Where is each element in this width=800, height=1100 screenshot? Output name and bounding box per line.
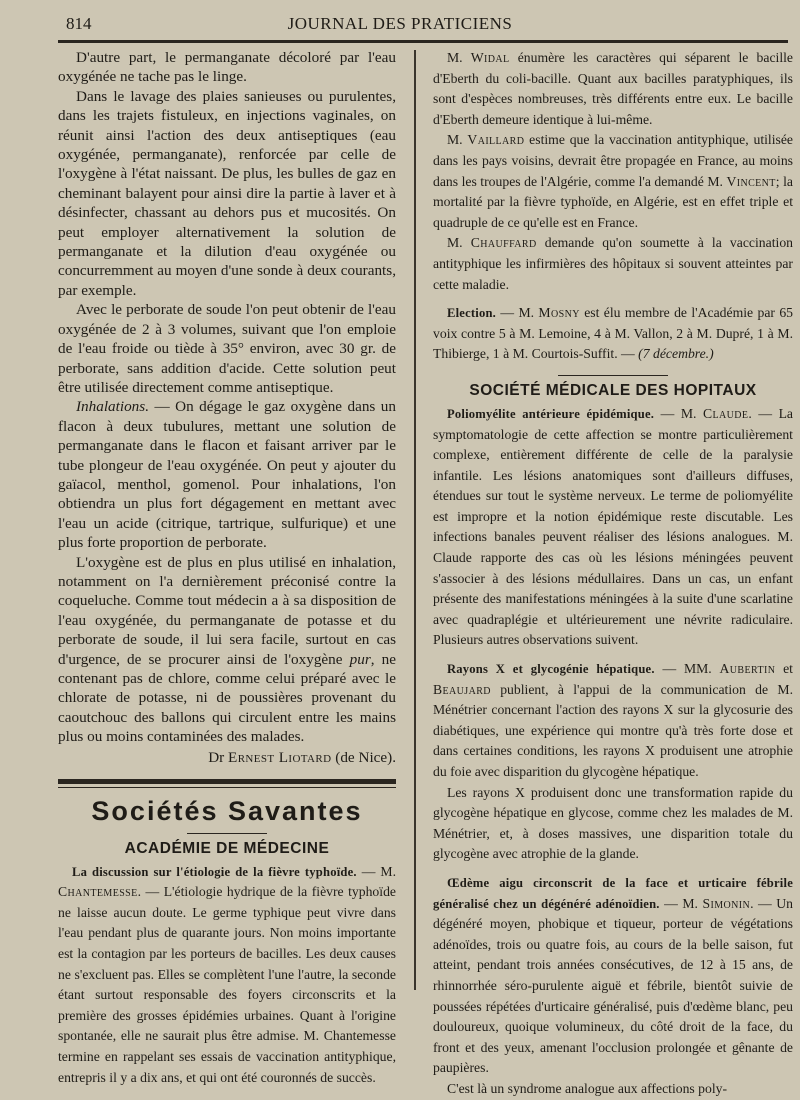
societe-heading: SOCIÉTÉ MÉDICALE DES HOPITAUX <box>469 381 757 399</box>
article-poliomyelite <box>433 404 793 651</box>
signature-prefix: Dr <box>208 748 229 766</box>
article-vaillard <box>433 130 793 233</box>
section-title: Sociétés Savantes <box>91 795 363 826</box>
chauffard-name: Chauffard <box>470 235 537 251</box>
column-divider <box>414 50 416 990</box>
chauffard-prefix: M. <box>447 235 471 251</box>
article-widal <box>433 48 793 130</box>
article-chauffard <box>433 233 793 295</box>
widal-name: Widal <box>470 50 510 65</box>
section-rule-thick <box>58 779 396 784</box>
left-column <box>58 48 396 1088</box>
chauffard-text: demande qu'on soumette à la vaccination antityphique les infirmières des hôpitaux si souvent atteintes par cette maladie. <box>433 235 794 292</box>
polio-text-b: . — La symptomatologie de cette affection se montre particulièrement complexe, entièrement différente de celle de la paralysie infantile. Les lésions anatomiques sont d'ailleurs diffuses, étendues sur tout le système nerveux. Le terme de poliomyélite est impropre et la notion épidémique reste discutable. Les infections banales peuvent réaliser des lésions analogues. M. Claude rapporte des cas où les lésions méningées peuvent s'associer à des lésions médullaires. Dans un cas, un enfant présente des manifestations méningées à la suite d'une scarlatine avec quadraplégie et ultérieurement une névrite radiculaire. Plusieurs autres observations suivent. <box>433 405 794 648</box>
header-rule <box>58 40 788 43</box>
oxygene-text-a: L'oxygène est de plus en plus utilisé en inhalation, notamment on l'a dernièrement préconisé contre la coqueluche. Comme tout médecin a à sa disposition de l'eau oxygénée, du permanganate de potasse et du perborate de soude, il lui sera facile, surtout en cas d'urgence, de se procurer ainsi de l'oxygène <box>58 553 396 668</box>
section-divider <box>558 375 668 376</box>
signature-suffix: (de Nice). <box>331 748 396 766</box>
section-rule-thin <box>58 787 396 788</box>
mosny-name: Mosny <box>538 305 580 321</box>
typhoide-title: La discussion sur l'étiologie de la fièvre typhoïde. <box>72 864 357 879</box>
polio-title: Poliomyélite antérieure épidémique. <box>447 406 655 421</box>
rayons-text-c: publient, à l'appui de la communication de M. Ménétrier concernant l'action des rayons X sur la glycosurie des diabétiques, une expérience qui montre qu'à très forte dose et dans certaines conditions, les rayons X produisent une atrophie du foie avec disparition du glycogène hépatique. <box>433 681 793 779</box>
oxygene-pur: pur <box>349 650 371 668</box>
academie-heading: ACADÉMIE DE MÉDECINE <box>124 839 330 857</box>
vaillard-name: Vaillard <box>467 132 525 148</box>
vaillard-text-a: estime que la vaccination antityphique, utilisée dans les pays voisins, devrait être propagée en France, au moins dans les troupes de l'Algérie, comme l'a demandé M. <box>433 132 794 189</box>
paragraph-permanganate: D'autre part, le permanganate décoloré par l'eau oxygénée ne tache pas le linge. <box>58 49 396 86</box>
claude-name: Claude <box>702 405 749 421</box>
aubertin-name: Aubertin <box>719 661 776 677</box>
paragraph-lavage: Dans le lavage des plaies sanieuses ou purulentes, dans les trajets fistuleux, en injections vaginales, on réunit ainsi l'action des deux antiseptiques (eau oxygénée, permanganate), renforcée par celle de l'oxygène à l'état naissant. De plus, les bulles de gaz en cheminant balayent pour ainsi dire la partie à laver et à désinfecter, chassant au dehors pus et mucosités. On peut employer alternativement la solution de permanganate et la dilution d'eau oxygénée ou concurremment au moyen d'une sonde à deux courants, par exemple. <box>58 87 396 299</box>
vaillard-prefix: M. <box>447 132 468 148</box>
article-oedeme <box>433 873 793 1079</box>
simonin-name: Simonin <box>702 895 751 911</box>
signature-name: Ernest Liotard <box>228 748 332 766</box>
oedeme-text-a: — M. <box>659 895 703 911</box>
election-title: Election. <box>447 306 497 321</box>
rayons-text-b: et <box>775 661 793 677</box>
paragraph-perborate: Avec le perborate de soude l'on peut obtenir de l'eau oxygénée de 2 à 3 volumes, suivant que l'on emploie de l'eau froide ou tiède à 35° environ, avec 30 gr. de perborate, sans addition d'acide. Cette solution peut être utilisée directement comme antiseptique. <box>58 301 396 396</box>
beaujard-name: Beaujard <box>433 681 491 697</box>
typhoide-text: . — L'étiologie hydrique de la fièvre typhoïde ne laisse aucun doute. Le germe typhique peut vivre dans l'eau pendant plus de quarante jours. Non moins importante est la contagion par les porteurs de bacilles. Les deux causes ne s'excluent pas. Elles se complètent l'une l'autre, la seconde étant surtout responsable des foyers circonscrits et la première des grosses épidémies urbaines. Quant à l'origine spontanée, elle ne saurait plus être admise. M. Chantemesse termine en rappelant ses essais de vaccination antityphique, entrepris il y a dix ans, et qui ont été couronnés de succès. <box>58 884 396 1085</box>
section-short-rule <box>187 833 267 834</box>
page-number: 814 <box>66 14 92 33</box>
widal-text: énumère les caractères qui séparent le bacille d'Eberth du coli-bacille. Quant aux bacilles paratyphiques, ils sont d'espèces nombreuses, très différents entre eux. Le bacille d'Eberth demeure identique à lui-même. <box>433 50 793 127</box>
vincent-name: Vincent <box>726 173 776 189</box>
vaillard-text-b: ; la mortalité par la fièvre typhoïde, en Algérie, est en effet triple et quadruple de ce qu'elle est en France. <box>433 173 793 230</box>
inhalations-text: — On dégage le gaz oxygène dans un flacon à deux tubulures, mettant une solution de permanganate dans le flacon et faisant arriver par le tube plongeur de l'eau oxygénée. On peut y ajouter du gaïacol, menthol, gomenol. Pour inhalations, l'on obtiendra un plus fort dégagement en mettant avec l'eau un acide (citrique, tartrique, sulfurique) et une plus forte proportion de perborate. <box>58 398 396 552</box>
paragraph-last-line: C'est là un syndrome analogue aux affections poly- <box>447 1080 728 1096</box>
polio-text-a: — M. <box>654 405 703 421</box>
paragraph-rayons-2: Les rayons X produisent donc une transformation rapide du glycogène hépatique en glycose, comme chez les malades de M. Ménétrier, et, à doses massives, une disparition totale du glycogène avec atrophie de la glande. <box>433 784 793 862</box>
oedeme-title: Œdème aigu circonscrit de la face et urticaire fébrile généralisé chez un dégénéré adénoïdien. <box>433 875 793 911</box>
article-typhoide <box>58 862 396 1089</box>
oxygene-text-b: , ne contenant pas de chlore, comme celui préparé avec le chlorate de potasse, ni de poussières provenant du caoutchouc des ballons qui circulent entre les mains plus ou moins contaminées des malades. <box>58 650 396 746</box>
widal-prefix: M. <box>447 50 471 65</box>
author-signature <box>58 747 396 769</box>
inhalations-label: Inhalations. <box>76 398 149 416</box>
oedeme-text-b: . — Un dégénéré moyen, phobique et tiqueur, porteur de végétations adénoïdes, trois ou quatre fois, au cours de la belle saison, fut atteint, pendant trois années consécutives, de 12 à 15 ans, de rhinnorrhée séro-purulente aiguë et fébrile, bientôt suivie de poussées répétées d'urticaire généralisé, puis d'œdème blanc, peu douloureux, quoique volumineux, du côté droit de la face, du front et des yeux, amenant l'occlusion prolongée et gênante de paupières. <box>433 895 793 1076</box>
election-text-a: — M. <box>496 305 539 321</box>
journal-title: JOURNAL DES PRATICIENS <box>287 14 513 33</box>
election-date: (7 décembre.) <box>638 346 714 362</box>
article-election <box>433 303 793 365</box>
typhoide-dash: — M. <box>356 863 397 879</box>
rayons-text-a: — MM. <box>654 661 720 677</box>
typhoide-speaker: Chantemesse <box>58 884 138 900</box>
rayons-title: Rayons X et glycogénie hépatique. <box>447 662 655 677</box>
paragraph-oxygene <box>58 553 396 747</box>
election-text-b: est élu membre de l'Académie par 65 voix contre 5 à M. Lemoine, 4 à M. Vallon, 2 à M. Dupré, 1 à M. Thibierge, 1 à M. Courtois-Suffit. — <box>433 305 794 362</box>
page-header <box>0 0 800 48</box>
paragraph-inhalations <box>58 397 396 552</box>
article-rayons-x <box>433 659 793 783</box>
right-column <box>433 48 793 1100</box>
